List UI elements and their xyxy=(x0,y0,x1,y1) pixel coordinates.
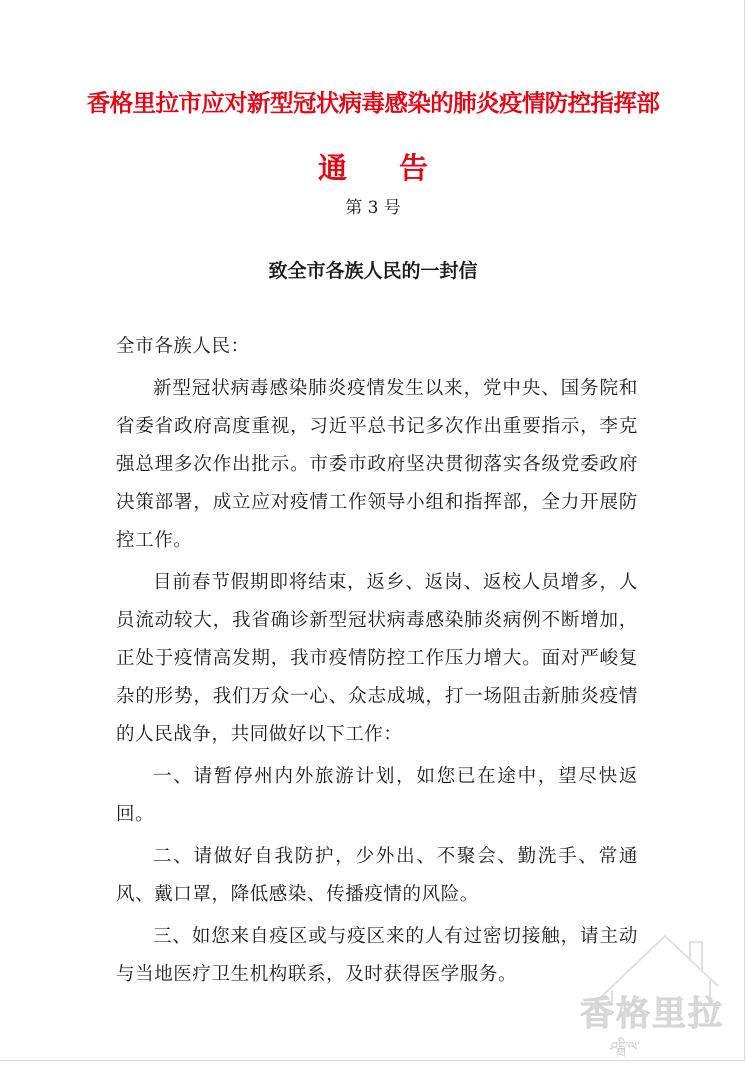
paragraph-intro: 新型冠状病毒感染肺炎疫情发生以来，党中央、国务院和省委省政府高度重视，习近平总书记多次作出重要指示，李克强总理多次作出批示。市委市政府坚决贯彻落实各级党委政府决策部署，成立应对疫情工作领导小组和指挥部，全力开展防控工作。 xyxy=(116,378,638,551)
salutation: 全市各族人民： xyxy=(116,336,250,357)
org-title: 香格里拉市应对新型冠状病毒感染的肺炎疫情防控指挥部 xyxy=(86,89,660,117)
watermark-logo xyxy=(540,928,730,1056)
letter-title: 致全市各族人民的一封信 xyxy=(268,260,478,282)
paragraph-item-1: 一、请暂停州内外旅游计划，如您已在途中，望尽快返回。 xyxy=(116,766,638,825)
paragraph-item-2: 二、请做好自我防护，少外出、不聚会、勤洗手、常通风、戴口罩，降低感染、传播疫情的风险。 xyxy=(116,846,638,905)
notice-number: 第 3 号 xyxy=(345,198,401,218)
watermark-script: ཤངྒྲི་ལ་ xyxy=(610,1040,640,1055)
notice-title: 通告 xyxy=(317,151,480,185)
paragraph-situation: 目前春节假期即将结束，返乡、返岗、返校人员增多，人员流动较大，我省确诊新型冠状病毒感染肺炎病例不断增加，正处于疫情高发期，我市疫情防控工作压力增大。面对严峻复杂的形势，我们万众一心、众志成城，打一场阻击新肺炎疫情的人民战争，共同做好以下工作： xyxy=(116,572,638,745)
letter-body xyxy=(116,328,638,994)
paragraph-item-3: 三、如您来自疫区或与疫区来的人有过密切接触，请主动与当地医疗卫生机构联系，及时获得医学服务。 xyxy=(116,926,638,985)
watermark-text: 香格里拉 xyxy=(580,994,724,1034)
